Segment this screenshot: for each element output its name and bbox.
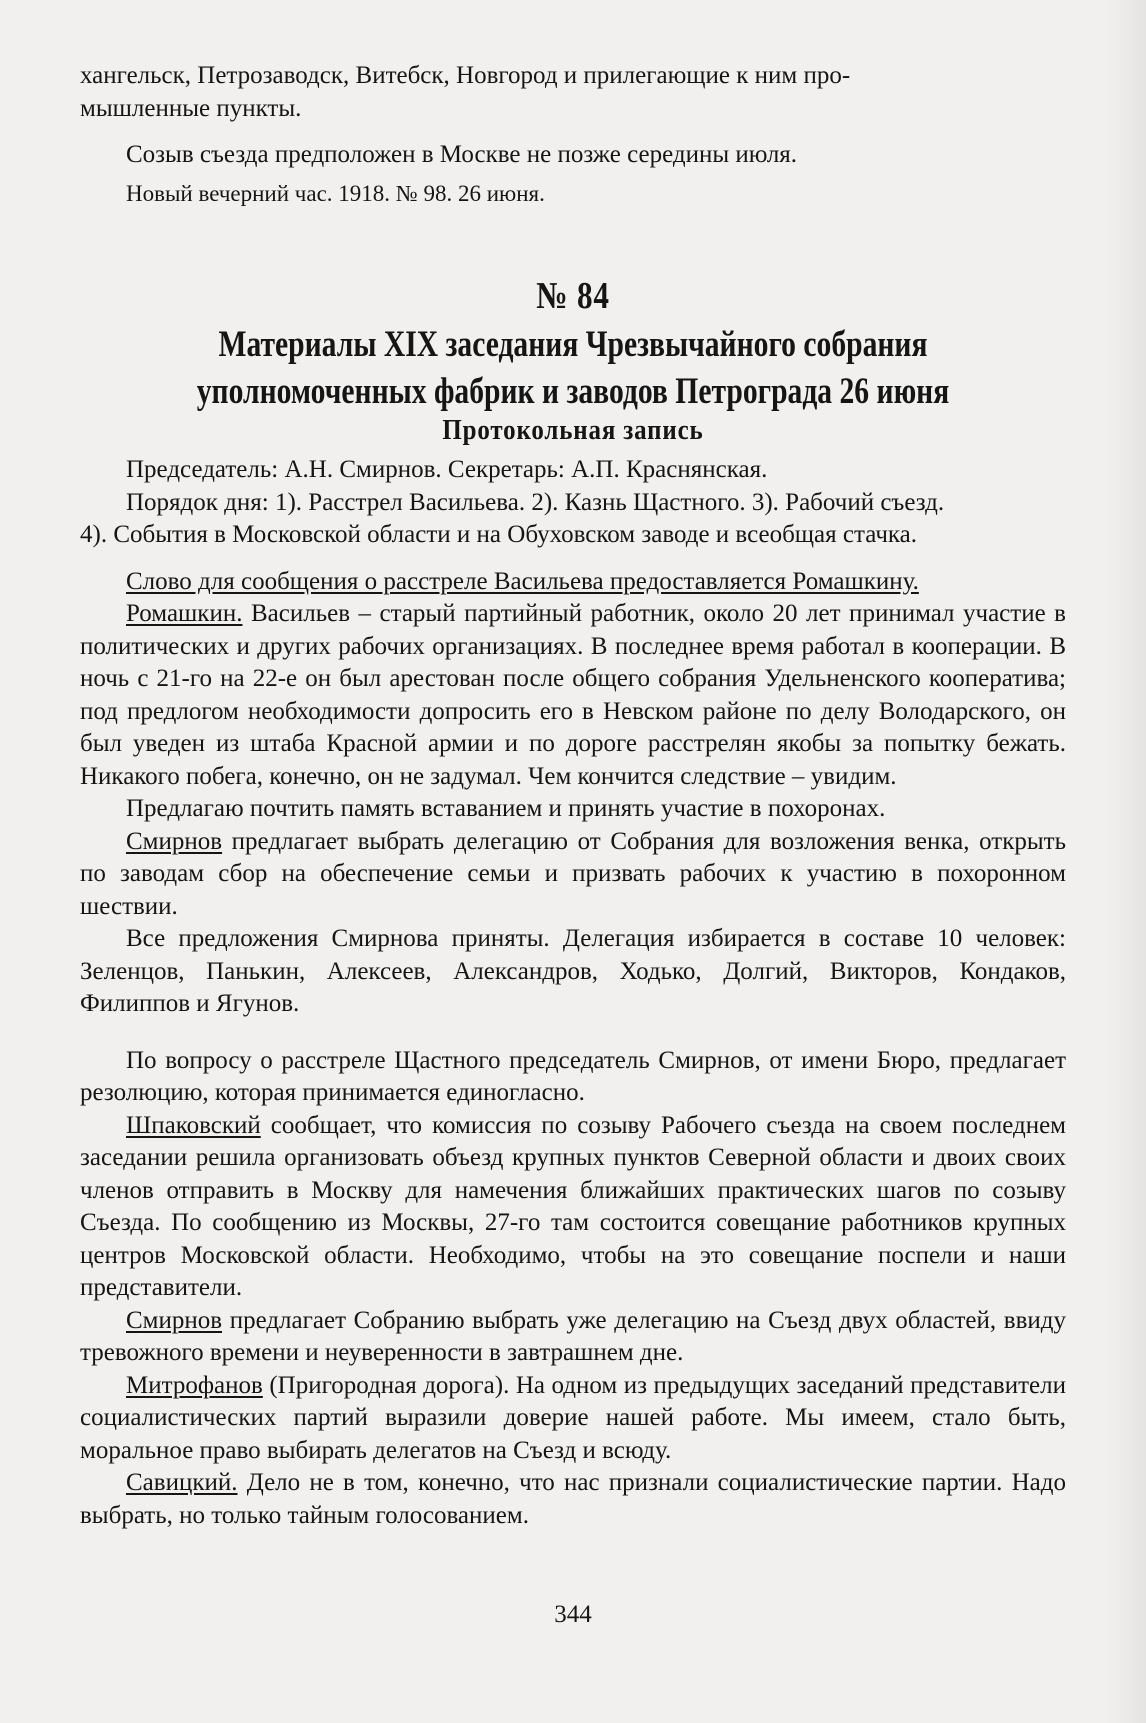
speaker-smirnov-2: Смирнов — [126, 1306, 223, 1334]
floor-given-paragraph — [80, 566, 1066, 599]
shchastny-paragraph: По вопросу о расстреле Щастного председатель Смирнов, от имени Бюро, предлагает резолюцию, которая принимается единогласно. — [80, 1046, 1066, 1106]
document-subtitle: Протокольная запись — [442, 414, 704, 446]
shpakovsky-text: сообщает, что комиссия по созыву Рабочего съезда на своем последнем заседании решила организовать объезд крупных пунктов Северной области и двоих своих членов отправить в Москву для намечения ближайших практических шагов по созыву Съезда. По сообщению из Москвы, 27-го там состоится совещание работников крупных центров Московской области. Необходимо, чтобы на это совещание поспели и наши представители. — [80, 1111, 1066, 1301]
speaker-smirnov-1: Смирнов — [126, 827, 223, 855]
romashkin-proposal: Предлагаю почтить память вставанием и принять участие в похоронах. — [126, 795, 886, 822]
speaker-romashkin: Ромашкин. — [126, 600, 243, 627]
speaker-shpakovsky: Шпаковский — [126, 1111, 261, 1139]
savitsky-text: Дело не в том, конечно, что нас признали социалистические партии. Надо выбрать, но только тайным голосованием. — [80, 1469, 1066, 1529]
document-number: № 84 — [536, 275, 610, 317]
smirnov-wreath-paragraph — [80, 826, 1066, 924]
source-citation: Новый вечерний час. 1918. № 98. 26 июня. — [126, 180, 545, 206]
romashkin-speech: Васильев – старый партийный работник, около 20 лет принимал участие в политических и других рабочих организациях. В последнее время работал в кооперации. В ночь с 21-го на 22-е он был арестован после общего собрания Удельненского кооператива; под предлогом необходимости допросить его в Невском районе по делу Володарского, он был уведен из штаба Красной армии и по дороге расстрелян якобы за попытку бежать. Никакого побега, конечно, он не задумал. Чем кончится следствие – увидим. — [80, 600, 1066, 790]
agenda-line-2: 4). События в Московской области и на Обуховском заводе и всеобщая стачка. — [80, 521, 918, 548]
page-spine-shadow — [1106, 0, 1146, 1723]
speaker-savitsky: Савицкий. — [126, 1469, 238, 1496]
shpakovsky-paragraph — [80, 1110, 1066, 1305]
floor-given-text: Слово для сообщения о расстреле Васильева предоставляется Ромашкину. — [126, 567, 919, 595]
opening-line-2: мышленные пункты. — [80, 94, 302, 122]
document-title-line-2: уполномоченных фабрик и заводов Петрограда 26 июня — [196, 371, 950, 412]
accepted-paragraph: Все предложения Смирнова приняты. Делегация избирается в составе 10 человек: Зеленцов, Панькин, Алексеев, Александров, Ходько, Долгий, Викторов, Кондаков, Филиппов и Ягунов. — [80, 925, 1066, 1017]
smirnov-delegation-paragraph — [80, 1305, 1066, 1370]
document-title-line-1: Материалы XIX заседания Чрезвычайного собрания — [218, 324, 928, 365]
convocation-paragraph: Созыв съезда предположен в Москве не позже середины июля. — [126, 141, 798, 168]
smirnov-delegation-text: предлагает Собранию выбрать уже делегацию на Съезд двух областей, ввиду тревожного времени и неуверенности в завтрашнем дне. — [80, 1306, 1066, 1366]
romashkin-paragraph — [80, 598, 1066, 793]
speaker-mitrofanov: Митрофанов — [126, 1371, 263, 1399]
smirnov-wreath-text: предлагает выбрать делегацию от Собрания для возложения венка, открыть по заводам сбор на обеспечение семьи и призвать рабочих к участию в похоронном шествии. — [80, 827, 1066, 920]
chair-line: Председатель: А.Н. Смирнов. Секретарь: А.П. Краснянская. — [126, 456, 768, 483]
mitrofanov-text: (Пригородная дорога). На одном из предыдущих заседаний представители социалистических партий выразили доверие нашей работе. Мы имеем, стало быть, моральное право выбирать делегатов на Съезд и всюду. — [80, 1371, 1066, 1464]
mitrofanov-paragraph — [80, 1370, 1066, 1468]
opening-line-1: хангельск, Петрозаводск, Витебск, Новгород и прилегающие к ним про- — [80, 62, 851, 89]
page-text — [80, 60, 1066, 1532]
page-number: 344 — [554, 1601, 592, 1628]
agenda-line-1: Порядок дня: 1). Расстрел Васильева. 2). Казнь Щастного. 3). Рабочий съезд. — [126, 488, 945, 516]
savitsky-paragraph — [80, 1467, 1066, 1532]
